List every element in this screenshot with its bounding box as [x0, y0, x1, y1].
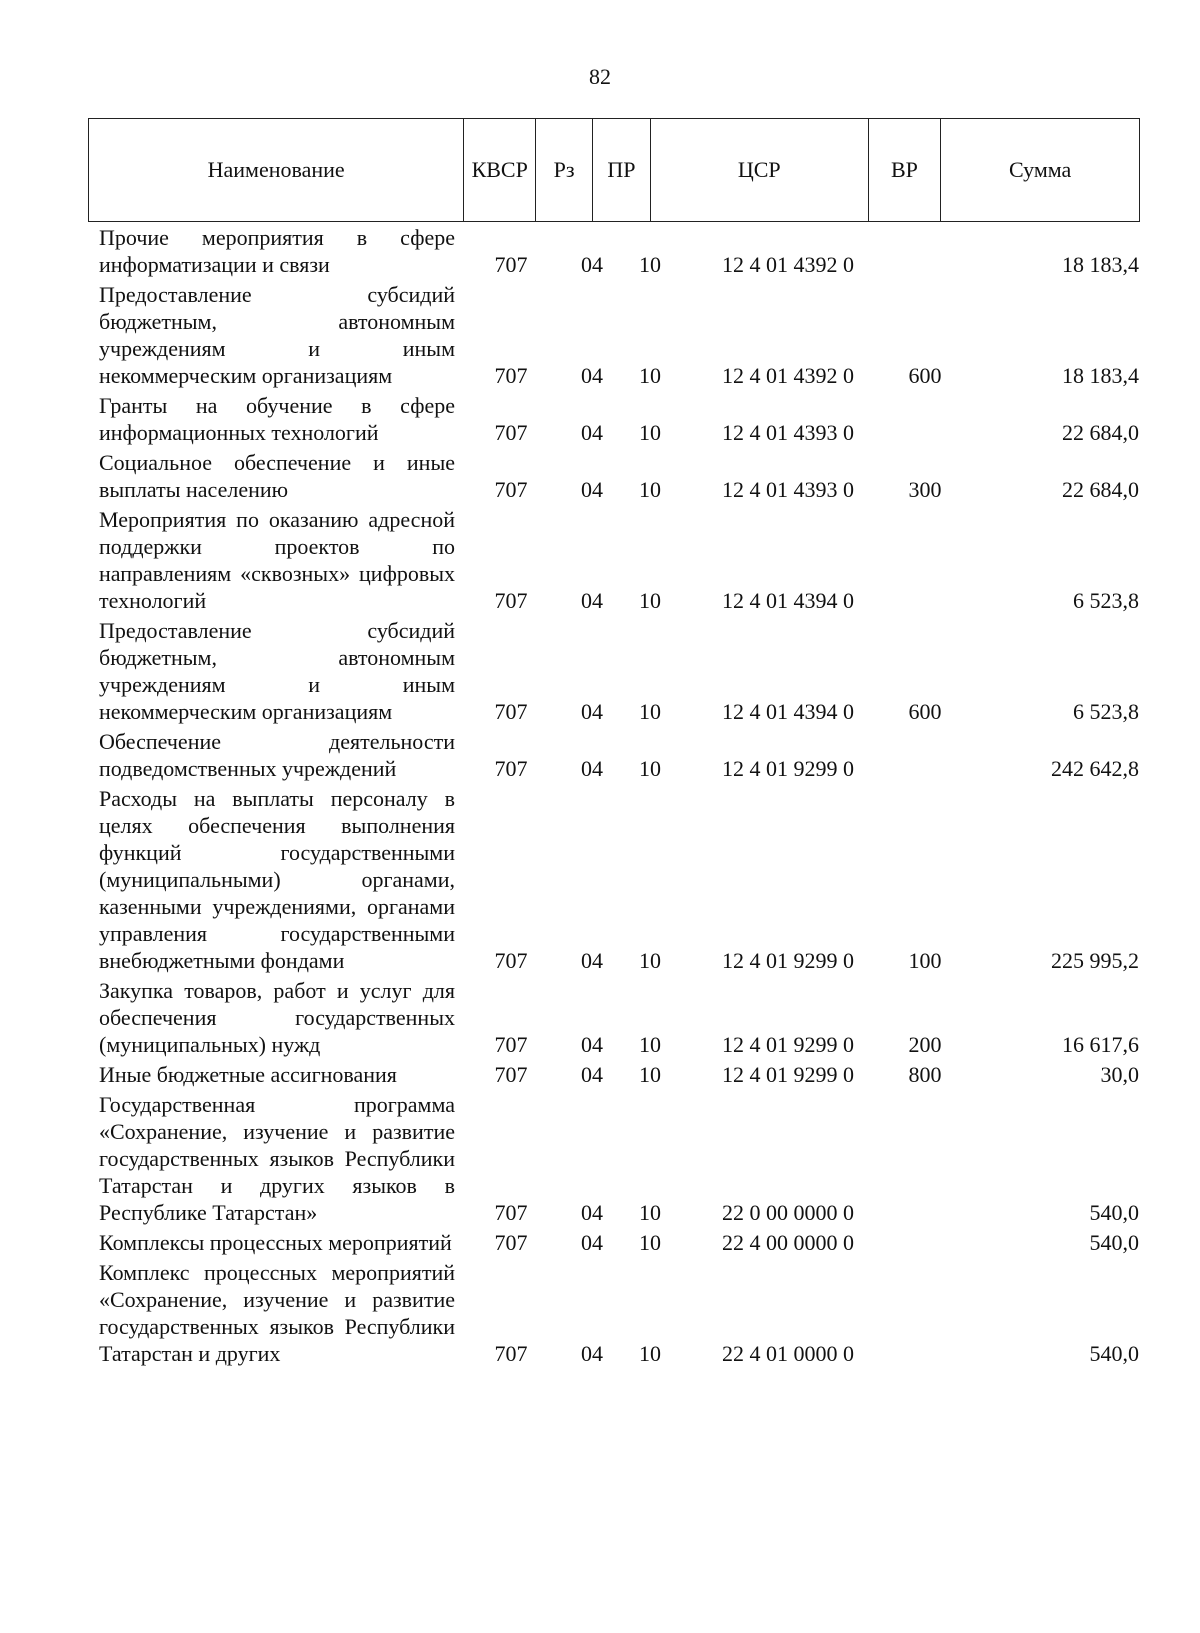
- row-rz-cell: 04: [581, 1200, 603, 1225]
- table-row: [99, 617, 1139, 725]
- row-rz-cell: 04: [581, 588, 603, 613]
- row-pr-cell: 10: [639, 1230, 661, 1255]
- row-csr-cell: 22 4 00 0000 0: [722, 1230, 854, 1255]
- row-pr-cell: 10: [639, 699, 661, 724]
- table-row: [99, 728, 1139, 782]
- row-vr-cell: 600: [908, 363, 942, 388]
- row-rz-cell: 04: [581, 948, 603, 973]
- row-sum-cell: 18 183,4: [1062, 252, 1139, 277]
- row-sum-cell: 225 995,2: [1051, 948, 1139, 973]
- row-vr-cell: 200: [908, 1032, 942, 1057]
- row-kvsr-cell: 707: [494, 588, 528, 613]
- row-sum-cell: 6 523,8: [1073, 699, 1139, 724]
- row-name-cell: Государственная программа «Сохранение, изучение и развитие государственных языков Республики Татарстан и других языков в Республике Татарстан»: [99, 1092, 455, 1225]
- row-kvsr-cell: 707: [494, 699, 528, 724]
- table-row: [99, 392, 1139, 446]
- row-csr-cell: 12 4 01 4392 0: [722, 252, 854, 277]
- row-csr-cell: 12 4 01 4394 0: [722, 699, 854, 724]
- row-csr-cell: 12 4 01 4393 0: [722, 477, 854, 502]
- table-row: [99, 1229, 1139, 1256]
- row-sum-cell: 540,0: [1089, 1230, 1139, 1255]
- row-pr-cell: 10: [639, 588, 661, 613]
- row-sum-cell: 22 684,0: [1062, 420, 1139, 445]
- table-row: [99, 281, 1139, 389]
- row-kvsr-cell: 707: [494, 1341, 528, 1366]
- header-vr: ВР: [869, 119, 942, 221]
- row-csr-cell: 12 4 01 9299 0: [722, 948, 854, 973]
- row-rz-cell: 04: [581, 1062, 603, 1087]
- row-rz-cell: 04: [581, 477, 603, 502]
- row-sum-cell: 22 684,0: [1062, 477, 1139, 502]
- row-pr-cell: 10: [639, 1032, 661, 1057]
- row-name-cell: Мероприятия по оказанию адресной поддержки проектов по направлениям «сквозных» цифровых технологий: [99, 507, 455, 613]
- table-row: [99, 1091, 1139, 1226]
- table-row: [99, 449, 1139, 503]
- row-sum-cell: 540,0: [1089, 1341, 1139, 1366]
- row-pr-cell: 10: [639, 756, 661, 781]
- row-csr-cell: 22 4 01 0000 0: [722, 1341, 854, 1366]
- row-rz-cell: 04: [581, 420, 603, 445]
- header-sum: Сумма: [1009, 157, 1072, 182]
- row-vr-cell: 100: [908, 948, 942, 973]
- row-csr-cell: 12 4 01 9299 0: [722, 756, 854, 781]
- row-kvsr-cell: 707: [494, 363, 528, 388]
- row-rz-cell: 04: [581, 699, 603, 724]
- row-rz-cell: 04: [581, 252, 603, 277]
- row-kvsr-cell: 707: [494, 1200, 528, 1225]
- row-name-cell: Прочие мероприятия в сфере информатизации и связи: [99, 225, 455, 277]
- row-rz-cell: 04: [581, 1230, 603, 1255]
- row-csr-cell: 12 4 01 4394 0: [722, 588, 854, 613]
- row-csr-cell: 12 4 01 9299 0: [722, 1062, 854, 1087]
- row-pr-cell: 10: [639, 1062, 661, 1087]
- row-sum-cell: 16 617,6: [1062, 1032, 1139, 1057]
- row-kvsr-cell: 707: [494, 1032, 528, 1057]
- row-pr-cell: 10: [639, 252, 661, 277]
- row-kvsr-cell: 707: [494, 477, 528, 502]
- row-pr-cell: 10: [639, 363, 661, 388]
- table-row: [99, 506, 1139, 614]
- row-csr-cell: 12 4 01 4392 0: [722, 363, 854, 388]
- table-row: [99, 1259, 1139, 1367]
- header-kvsr: КВСР: [464, 119, 536, 221]
- row-name-cell: Комплексы процессных мероприятий: [99, 1230, 452, 1255]
- row-sum-cell: 242 642,8: [1051, 756, 1139, 781]
- table-row: [99, 1061, 1139, 1088]
- page-number: 82: [589, 64, 611, 89]
- row-name-cell: Социальное обеспечение и иные выплаты населению: [99, 450, 455, 502]
- row-sum-cell: 30,0: [1100, 1062, 1139, 1087]
- row-name-cell: Расходы на выплаты персоналу в целях обеспечения выполнения функций государственными (муниципальными) органами, казенными учреждениями, органами управления государственными внебюджетными фондами: [99, 786, 455, 973]
- header-pr: ПР: [593, 119, 651, 221]
- row-pr-cell: 10: [639, 1341, 661, 1366]
- row-sum-cell: 540,0: [1089, 1200, 1139, 1225]
- row-name-cell: Обеспечение деятельности подведомственных учреждений: [99, 729, 455, 781]
- table-row: [99, 785, 1139, 974]
- row-kvsr-cell: 707: [494, 420, 528, 445]
- header-csr: ЦСР: [651, 119, 869, 221]
- row-sum-cell: 6 523,8: [1073, 588, 1139, 613]
- table-header: [88, 118, 1140, 222]
- table-body: [99, 224, 1139, 1370]
- row-csr-cell: 12 4 01 9299 0: [722, 1032, 854, 1057]
- row-name-cell: Иные бюджетные ассигнования: [99, 1062, 397, 1087]
- row-kvsr-cell: 707: [494, 756, 528, 781]
- row-sum-cell: 18 183,4: [1062, 363, 1139, 388]
- row-csr-cell: 12 4 01 4393 0: [722, 420, 854, 445]
- row-vr-cell: 300: [908, 477, 942, 502]
- table-row: [99, 224, 1139, 278]
- header-name: Наименование: [89, 119, 464, 221]
- table-row: [99, 977, 1139, 1058]
- row-kvsr-cell: 707: [494, 1230, 528, 1255]
- row-name-cell: Предоставление субсидий бюджетным, автономным учреждениям и иным некоммерческим организациям: [99, 282, 455, 388]
- row-rz-cell: 04: [581, 1341, 603, 1366]
- row-pr-cell: 10: [639, 420, 661, 445]
- row-rz-cell: 04: [581, 1032, 603, 1057]
- row-vr-cell: 600: [908, 699, 942, 724]
- row-csr-cell: 22 0 00 0000 0: [722, 1200, 854, 1225]
- row-pr-cell: 10: [639, 477, 661, 502]
- row-pr-cell: 10: [639, 948, 661, 973]
- row-name-cell: Комплекс процессных мероприятий «Сохранение, изучение и развитие государственных языков Республики Татарстан и других: [99, 1260, 455, 1366]
- row-kvsr-cell: 707: [494, 1062, 528, 1087]
- row-kvsr-cell: 707: [494, 252, 528, 277]
- row-rz-cell: 04: [581, 756, 603, 781]
- row-vr-cell: 800: [908, 1062, 942, 1087]
- row-name-cell: Закупка товаров, работ и услуг для обеспечения государственных (муниципальных) нужд: [99, 978, 455, 1057]
- row-name-cell: Гранты на обучение в сфере информационных технологий: [99, 393, 455, 445]
- row-kvsr-cell: 707: [494, 948, 528, 973]
- row-rz-cell: 04: [581, 363, 603, 388]
- header-rz: Рз: [536, 119, 593, 221]
- row-name-cell: Предоставление субсидий бюджетным, автономным учреждениям и иным некоммерческим организациям: [99, 618, 455, 724]
- row-pr-cell: 10: [639, 1200, 661, 1225]
